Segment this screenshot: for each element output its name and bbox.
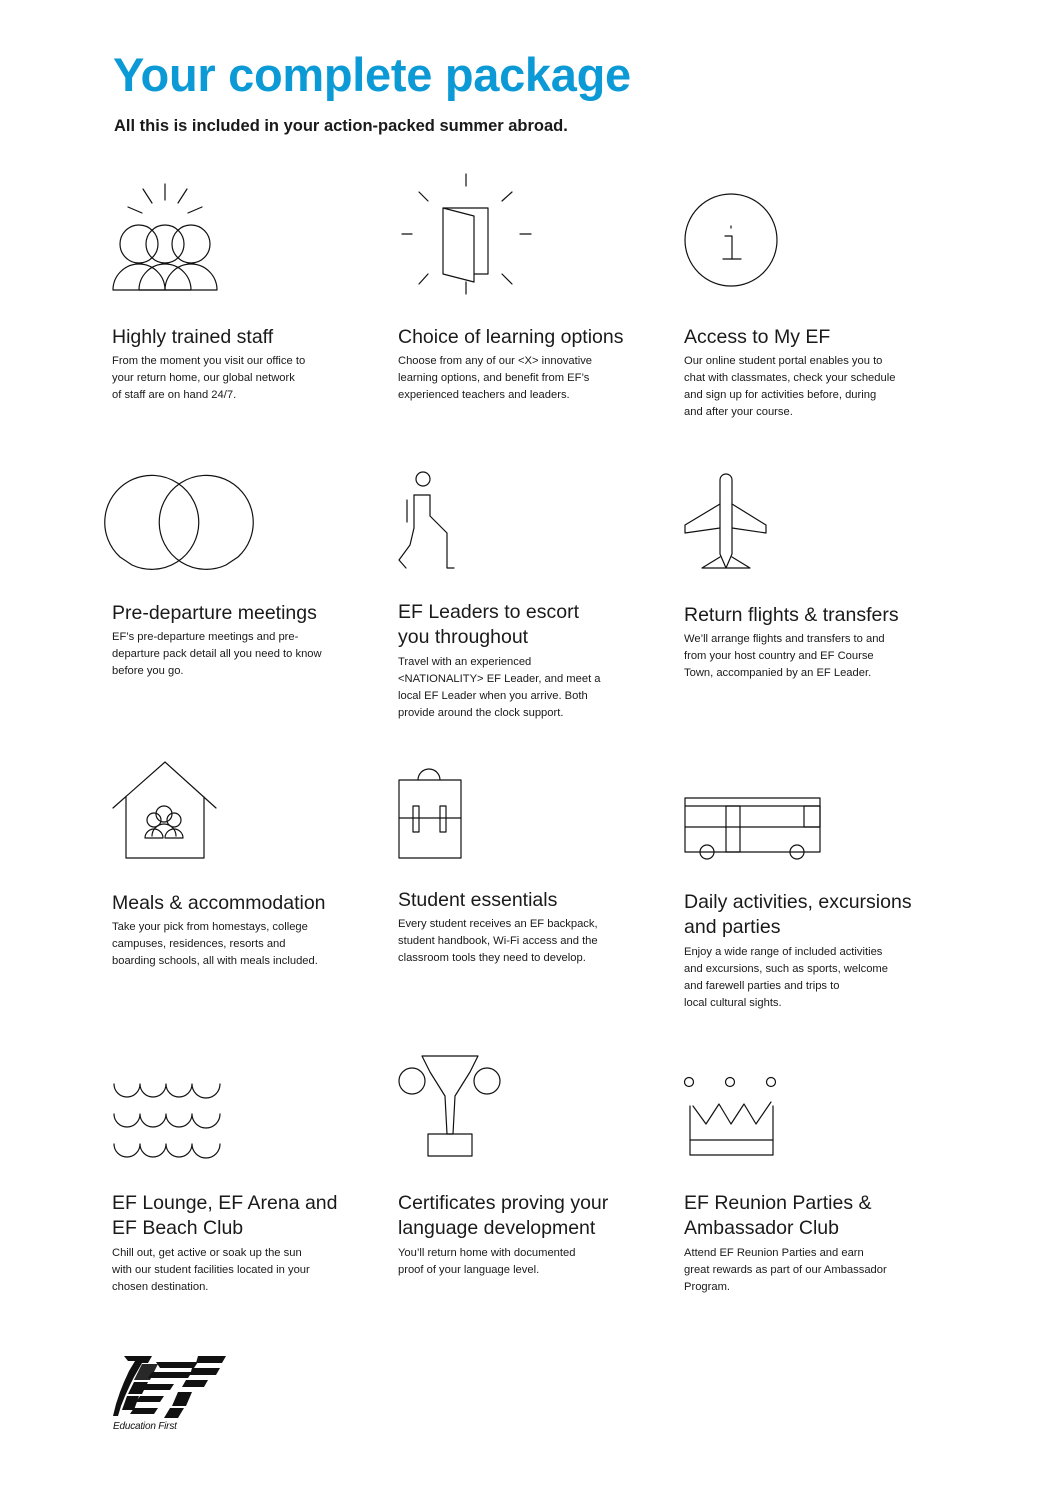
feature-title: Student essentials <box>398 889 558 911</box>
feature-title: Return flights & transfers <box>684 604 899 626</box>
feature-title: EF Lounge, EF Arena and EF Beach Club <box>112 1192 338 1239</box>
bus-icon <box>684 790 824 865</box>
walking-person-icon <box>398 470 468 580</box>
feature-description: Attend EF Reunion Parties and earn great rewards as part of our Ambassador Program. <box>684 1247 887 1293</box>
feature-description: Enjoy a wide range of included activities and excursions, such as sports, welcome and farewell parties and trips to local cultural sights. <box>684 946 888 1009</box>
feature-description: Take your pick from homestays, college campuses, residences, resorts and boarding schools, all with meals included. <box>112 921 318 967</box>
feature-title: Highly trained staff <box>112 326 274 348</box>
feature-description: Travel with an experienced <NATIONALITY> EF Leader, and meet a local EF Leader when you arrive. Both provide around the clock support. <box>398 656 601 719</box>
airplane-icon <box>684 470 774 575</box>
feature-item <box>112 1060 384 1320</box>
feature-title: Pre-departure meetings <box>112 602 317 624</box>
feature-description: From the moment you visit our office to your return home, our global network of staff are on hand 24/7. <box>112 355 306 401</box>
feature-item <box>398 470 670 730</box>
feature-description: Choose from any of our <X> innovative learning options, and benefit from EF’s experienced teachers and leaders. <box>398 355 593 401</box>
feature-description: EF’s pre-departure meetings and pre- departure pack detail all you need to know before you go. <box>112 631 322 677</box>
feature-title: Daily activities, excursions and parties <box>684 891 912 938</box>
backpack-icon <box>398 760 468 865</box>
page-subtitle: All this is included in your action-packed summer abroad. <box>114 117 568 135</box>
open-brochure-icon <box>398 170 538 310</box>
info-circle-icon <box>684 192 784 292</box>
speech-bubbles-icon <box>112 475 252 575</box>
waves-icon <box>112 1080 227 1160</box>
feature-description: You’ll return home with documented proof of your language level. <box>398 1247 576 1276</box>
feature-description: We’ll arrange flights and transfers to and from your host country and EF Course Town, accompanied by an EF Leader. <box>684 633 885 679</box>
page-title: Your complete package <box>113 48 631 101</box>
crown-icon <box>684 1060 784 1160</box>
feature-item <box>398 1060 670 1320</box>
feature-item <box>112 760 384 1020</box>
feature-title: EF Leaders to escort you throughout <box>398 601 580 648</box>
feature-title: EF Reunion Parties & Ambassador Club <box>684 1192 872 1239</box>
feature-description: Our online student portal enables you to chat with classmates, check your schedule and sign up for activities before, during and after your course. <box>684 355 896 418</box>
ef-logo-mark <box>112 1354 232 1420</box>
feature-item <box>684 180 956 440</box>
feature-title: Meals & accommodation <box>112 892 326 914</box>
feature-item <box>684 1060 956 1320</box>
ef-logo <box>112 1354 232 1436</box>
feature-item <box>112 470 384 730</box>
ef-logo-tagline: Education First <box>113 1421 177 1432</box>
feature-item <box>398 760 670 1020</box>
trophy-icon <box>398 1060 508 1165</box>
feature-item <box>398 180 670 440</box>
feature-description: Every student receives an EF backpack, student handbook, Wi-Fi access and the classroom tools they need to develop. <box>398 918 598 964</box>
feature-item <box>684 760 956 1020</box>
feature-title: Choice of learning options <box>398 326 624 348</box>
house-icon <box>112 760 222 865</box>
feature-item <box>112 180 384 440</box>
feature-title: Certificates proving your language development <box>398 1192 609 1239</box>
feature-title: Access to My EF <box>684 326 831 348</box>
staff-group-icon <box>112 180 222 295</box>
feature-item <box>684 470 956 730</box>
feature-description: Chill out, get active or soak up the sun with our student facilities located in your chosen destination. <box>112 1247 310 1293</box>
